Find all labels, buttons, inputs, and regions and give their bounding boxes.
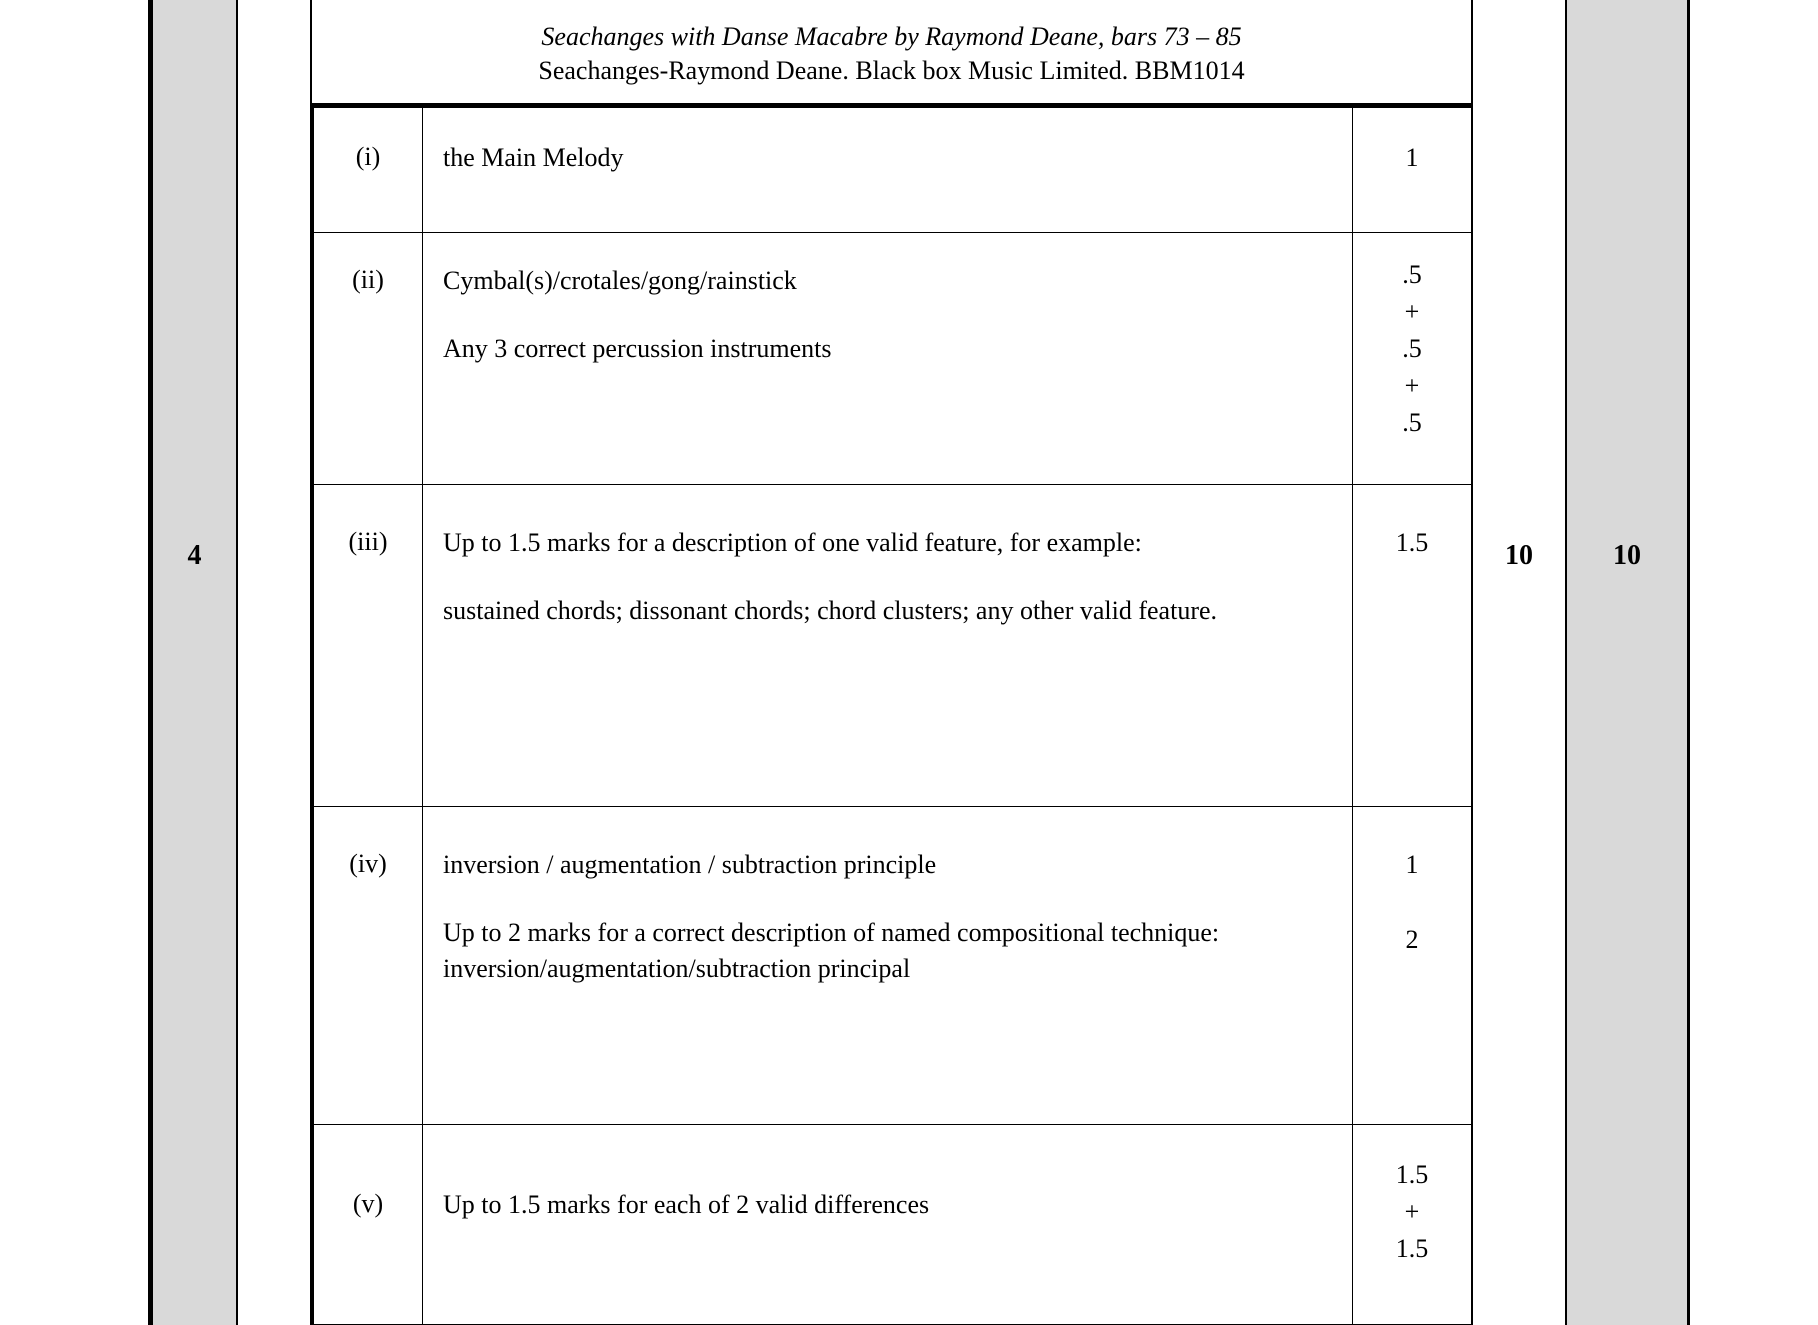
row-paragraph: inversion / augmentation / subtraction principle	[443, 849, 937, 879]
mark-value: 1.5	[1395, 527, 1429, 557]
row-paragraph: sustained chords; dissonant chords; chord clusters; any other valid feature.	[443, 595, 1218, 625]
total-value: 10	[1613, 540, 1641, 571]
row-label-cell	[313, 806, 423, 1125]
row-marks	[1353, 807, 1471, 959]
row-marks	[1353, 233, 1471, 442]
row-content-cell	[423, 806, 1353, 1125]
row-paragraph: Up to 2 marks for a correct description of named compositional technique: inversion/augmentation/subtraction principal	[443, 917, 1220, 983]
row-paragraph: Up to 1.5 marks for a description of one valid feature, for example:	[443, 527, 1142, 557]
table-row	[313, 105, 1471, 232]
subtotal-value: 10	[1505, 540, 1533, 571]
row-label-cell	[313, 484, 423, 806]
source-title: Seachanges with Danse Macabre by Raymond Deane, bars 73 – 85	[541, 22, 1242, 51]
answer-items-table	[312, 103, 1471, 1325]
table-row	[313, 484, 1471, 806]
mark-value: 2	[1405, 924, 1419, 954]
answer-body-column	[312, 0, 1471, 1325]
row-roman-numeral: (v)	[352, 1189, 384, 1219]
mark-value: 1	[1405, 142, 1419, 172]
row-marks	[1353, 485, 1471, 562]
question-number-column	[153, 0, 238, 1325]
row-marks-cell	[1353, 105, 1472, 232]
row-marks-cell	[1353, 233, 1472, 485]
mark-value: 1	[1405, 849, 1419, 879]
row-paragraph: Any 3 correct percussion instruments	[443, 333, 832, 363]
row-content-cell	[423, 233, 1353, 485]
source-citation	[312, 0, 1471, 103]
mark-value: 1.5	[1395, 1234, 1429, 1264]
mark-operator: +	[1404, 1197, 1420, 1227]
row-marks-cell	[1353, 806, 1472, 1125]
question-number: 4	[187, 540, 202, 571]
spacer-column	[238, 0, 312, 1325]
mark-operator: +	[1404, 296, 1420, 326]
marking-scheme-table	[148, 0, 1690, 1325]
row-marks	[1353, 1125, 1471, 1268]
row-marks-cell	[1353, 1125, 1472, 1325]
row-roman-numeral: (ii)	[352, 265, 384, 295]
row-marks	[1353, 108, 1471, 177]
mark-value: .5	[1402, 260, 1422, 290]
row-paragraph: the Main Melody	[443, 142, 624, 172]
total-column	[1567, 0, 1690, 1325]
table-row	[313, 1125, 1471, 1325]
mark-operator: +	[1404, 370, 1420, 400]
row-content	[423, 485, 1352, 647]
row-content-cell	[423, 1125, 1353, 1325]
row-content	[423, 233, 1352, 385]
row-content-cell	[423, 105, 1353, 232]
table-row	[313, 233, 1471, 485]
row-content	[423, 1125, 1352, 1241]
row-label-cell	[313, 233, 423, 485]
row-content	[423, 807, 1352, 1005]
row-content	[423, 108, 1352, 194]
row-paragraph: Up to 1.5 marks for each of 2 valid differences	[443, 1190, 930, 1220]
row-label-cell	[313, 1125, 423, 1325]
subtotal-column	[1471, 0, 1567, 1325]
row-roman-numeral: (iii)	[348, 526, 388, 556]
mark-value: .5	[1402, 333, 1422, 363]
row-label-cell	[313, 105, 423, 232]
table-row	[313, 806, 1471, 1125]
row-content-cell	[423, 484, 1353, 806]
mark-value: 1.5	[1395, 1160, 1429, 1190]
mark-value: .5	[1402, 407, 1422, 437]
row-paragraph: Cymbal(s)/crotales/gong/rainstick	[443, 266, 797, 296]
row-roman-numeral: (iv)	[349, 848, 387, 878]
row-roman-numeral: (i)	[355, 141, 381, 171]
source-publisher: Seachanges-Raymond Deane. Black box Music Limited. BBM1014	[538, 56, 1245, 86]
row-marks-cell	[1353, 484, 1472, 806]
